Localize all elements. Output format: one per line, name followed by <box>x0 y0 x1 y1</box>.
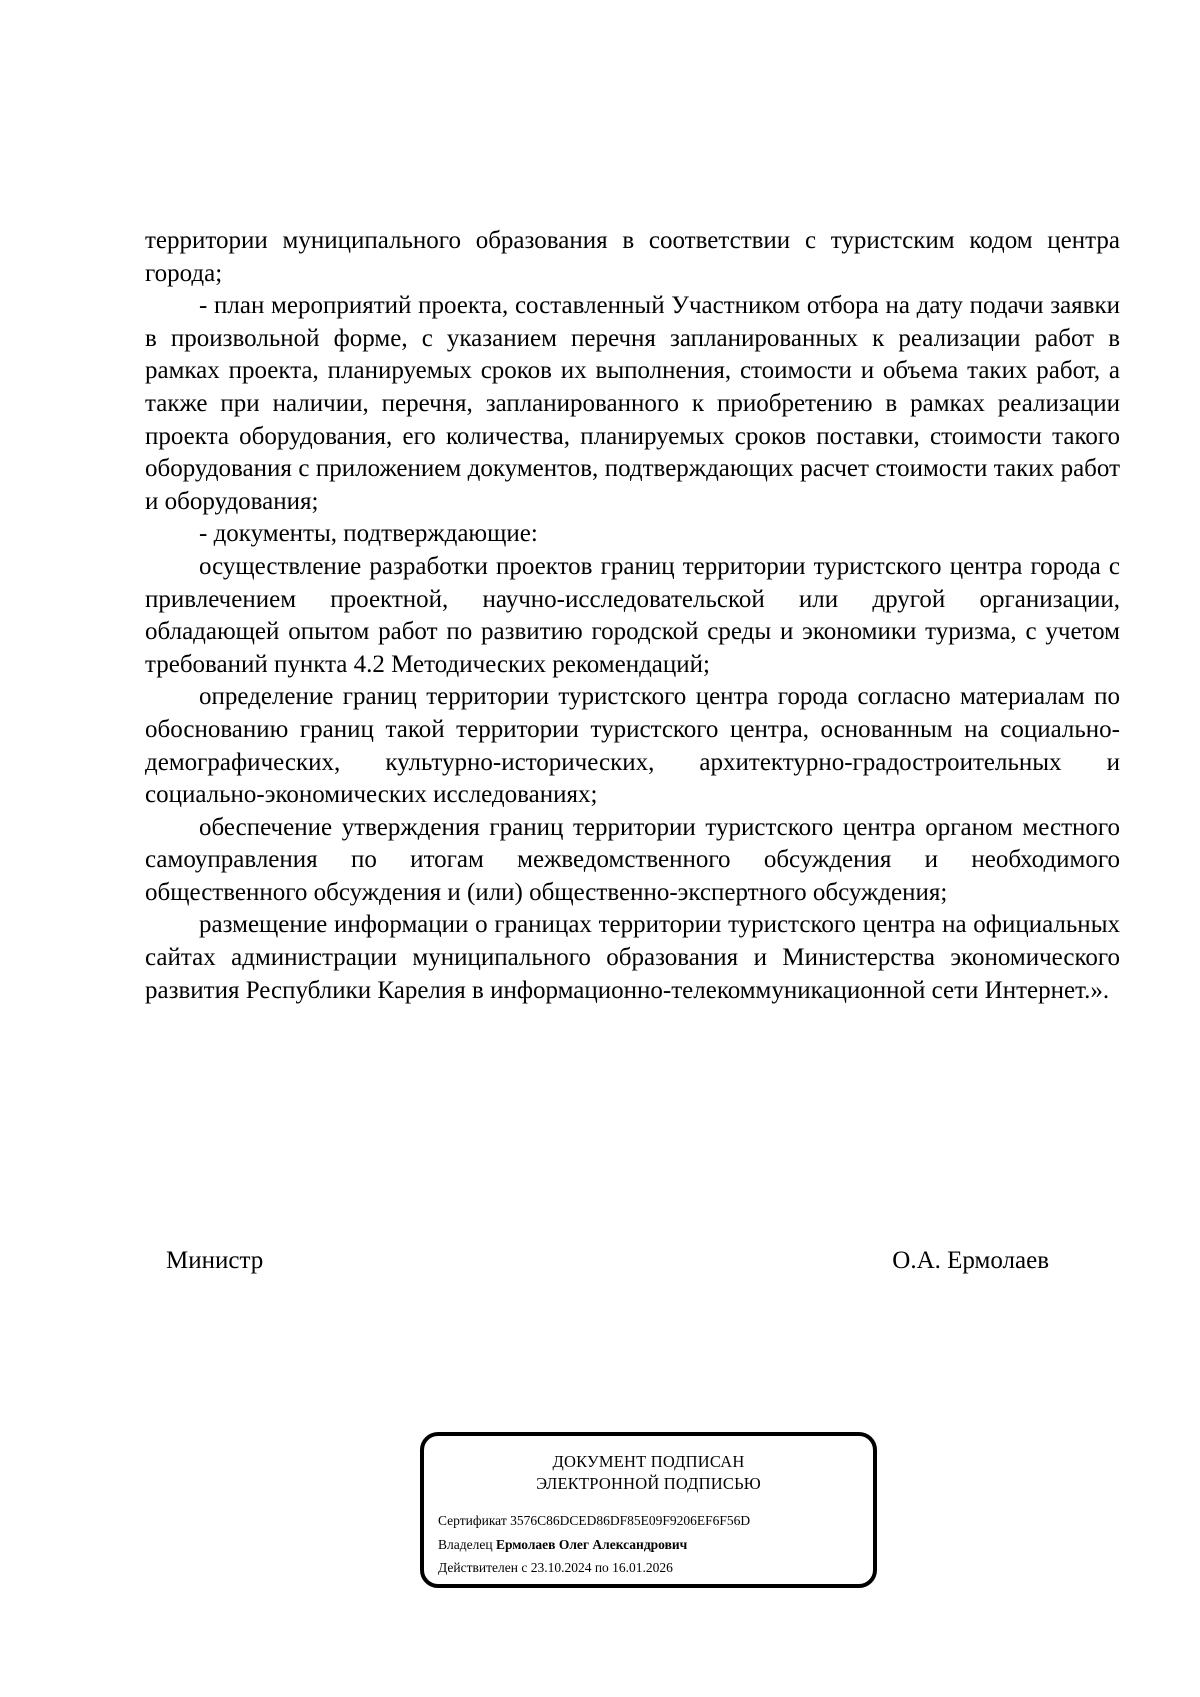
stamp-heading <box>424 1451 873 1495</box>
stamp-validity-line <box>438 1559 673 1577</box>
stamp-heading-line-2: ЭЛЕКТРОННОЙ ПОДПИСЬЮ <box>536 1474 761 1493</box>
body-paragraph-7: размещение информации о границах территории туристского центра на официальных сайтах администрации муниципального образования и Министерства экономического развития Республики Карелия в информационно-телекоммуникационной сети Интернет.». <box>145 911 1120 1004</box>
body-paragraph-2: - план мероприятий проекта, составленный Участником отбора на дату подачи заявки в произвольной форме, с указанием перечня запланированных к реализации работ в рамках проекта, планируемых сроков их выполнения, стоимости и объема таких работ, а также при наличии, перечня, запланированного к приобретению в рамках реализации проекта оборудования, его количества, планируемых сроков поставки, стоимости такого оборудования с приложением документов, подтверждающих расчет стоимости таких работ и оборудования; <box>145 292 1120 515</box>
stamp-valid-from-word: с <box>521 1560 528 1575</box>
body-paragraph-1: территории муниципального образования в соответствии с туристским кодом центра города; <box>145 227 1120 287</box>
stamp-certificate-value: 3576C86DCED86DF85E09F9206EF6F56D <box>510 1513 751 1528</box>
document-body <box>145 225 1120 1007</box>
stamp-heading-line-1: ДОКУМЕНТ ПОДПИСАН <box>552 1452 745 1471</box>
stamp-valid-label: Действителен <box>438 1560 518 1575</box>
stamp-valid-from: 23.10.2024 <box>530 1560 592 1575</box>
stamp-certificate-label: Сертификат <box>438 1513 507 1528</box>
stamp-owner-line <box>438 1536 687 1554</box>
signatory-title: Министр <box>166 1247 264 1274</box>
signatory-name: О.А. Ермолаев <box>892 1247 1049 1274</box>
stamp-valid-to-word: по <box>594 1560 609 1575</box>
body-paragraph-4: осуществление разработки проектов границ территории туристского центра города с привлечением проектной, научно-исследовательской или другой организации, обладающей опытом работ по развитию городской среды и экономики туризма, с учетом требований пункта 4.2 Методических рекомендаций; <box>145 552 1120 678</box>
stamp-owner-value: Ермолаев Олег Александрович <box>495 1537 688 1552</box>
electronic-signature-stamp <box>420 1432 877 1588</box>
stamp-owner-label: Владелец <box>438 1537 493 1552</box>
body-paragraph-5: определение границ территории туристского центра города согласно материалам по обоснованию границ такой территории туристского центра, основанным на социально-демографических, культурно-исторических, архитектурно-градостроительных и социально-экономических исследованиях; <box>145 683 1120 809</box>
stamp-certificate-line <box>438 1512 750 1530</box>
body-paragraph-3: - документы, подтверждающие: <box>199 520 538 548</box>
stamp-valid-to: 16.01.2026 <box>612 1560 673 1575</box>
body-paragraph-6: обеспечение утверждения границ территории туристского центра органом местного самоуправления по итогам межведомственного обсуждения и необходимого общественного обсуждения и (или) общественно-экспертного обсуждения; <box>145 813 1120 906</box>
